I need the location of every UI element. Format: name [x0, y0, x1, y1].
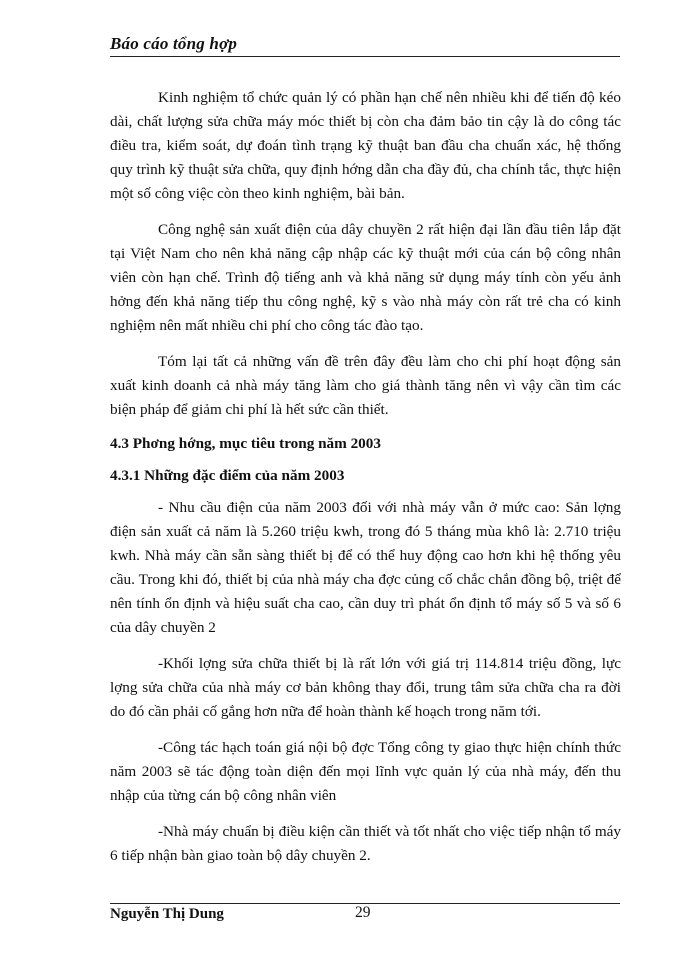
list-item-1: - Nhu cầu điện của năm 2003 đối với nhà máy vẫn ở mức cao: Sản lợng điện sản xuất cả năm là 5.260 triệu kwh, trong đó 5 tháng mùa khô là: 2.710 triệu kwh. Nhà máy cần sẵn sàng thiết bị để có thể huy động cao hơn khi hệ thống yêu cầu. Trong khi đó, thiết bị của nhà máy cha đợc củng cố chắc chắn đồng bộ, triệt để nên tính ổn định và hiệu suất cha cao, cần duy trì phát ổn định tổ máy số 5 và số 6 của dây chuyền 2	[110, 499, 621, 636]
subsection-heading: 4.3.1 Những đặc điểm của năm 2003	[110, 467, 345, 484]
page-number: 29	[355, 904, 371, 921]
page-body	[110, 86, 621, 868]
section-heading: 4.3 Phơng hớng, mục tiêu trong năm 2003	[110, 435, 381, 452]
paragraph-2: Công nghệ sản xuất điện của dây chuyền 2 rất hiện đại lần đầu tiên lắp đặt tại Việt Nam cho nên khả năng cập nhập các kỹ thuật mới của cán bộ công nhân viên còn hạn chế. Trình độ tiếng anh và khả năng sử dụng máy tính còn yếu ảnh hởng đến khả năng tiếp thu công nghệ, kỹ s vào nhà máy còn rất trẻ cha có kinh nghiệm nên mất nhiều chi phí cho công tác đào tạo.	[110, 221, 621, 334]
paragraph-1: Kinh nghiệm tổ chức quản lý có phần hạn chế nên nhiều khi để tiến độ kéo dài, chất lượng sửa chữa máy móc thiết bị còn cha đảm bảo tin cậy là do công tác điều tra, kiểm soát, dự đoán tình trạng kỹ thuật ban đầu cha chuẩn xác, hệ thống quy trình kỹ thuật sửa chữa, quy định hớng dẫn cha đầy đủ, cha chính tắc, thực hiện một số công việc còn theo kinh nghiệm, bài bản.	[110, 89, 621, 202]
footer-author: Nguyễn Thị Dung	[110, 906, 224, 922]
header-rule	[110, 56, 620, 57]
list-item-3: -Công tác hạch toán giá nội bộ đợc Tổng công ty giao thực hiện chính thức năm 2003 sẽ tác động toàn diện đến mọi lĩnh vực quản lý của nhà máy, đến thu nhập của từng cán bộ công nhân viên	[110, 739, 621, 804]
header-title: Báo cáo tổng hợp	[110, 34, 238, 53]
paragraph-3: Tóm lại tất cả những vấn đề trên đây đều làm cho chi phí hoạt động sản xuất kinh doanh cả nhà máy tăng làm cho giá thành tăng nên vì vậy cần tìm các biện pháp để giảm chi phí là hết sức cần thiết.	[110, 353, 621, 418]
list-item-2: -Khối lợng sửa chữa thiết bị là rất lớn với giá trị 114.814 triệu đồng, lực lợng sửa chữa của nhà máy cơ bản không thay đổi, trung tâm sửa chữa cha ra đời do đó cần phải cố gắng hơn nữa để hoàn thành kế hoạch trong năm tới.	[110, 655, 621, 720]
list-item-4: -Nhà máy chuẩn bị điều kiện cần thiết và tốt nhất cho việc tiếp nhận tổ máy 6 tiếp nhận bàn giao toàn bộ dây chuyền 2.	[110, 823, 621, 864]
